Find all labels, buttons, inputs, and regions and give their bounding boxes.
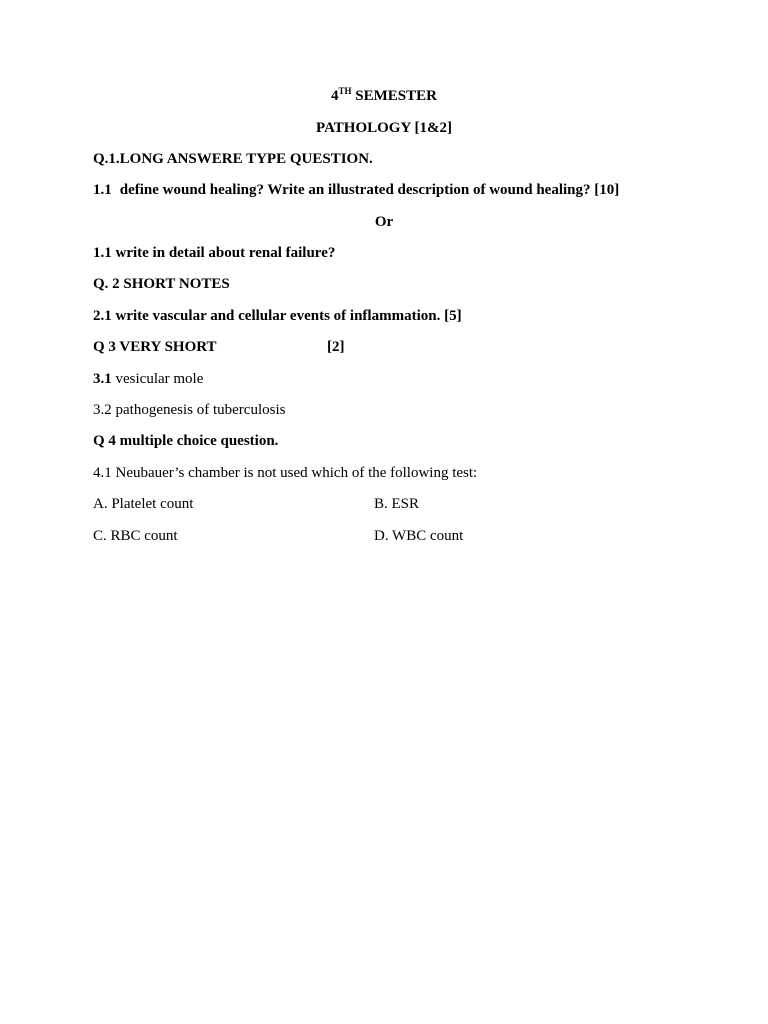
q4-item-1: 4.1 Neubauer’s chamber is not used which of the following test: bbox=[93, 465, 478, 481]
q3-item-1 bbox=[93, 370, 203, 388]
q2-heading: Q. 2 SHORT NOTES bbox=[93, 276, 230, 292]
subject-title: PATHOLOGY [1&2] bbox=[316, 120, 452, 136]
q1-item-2: 1.1 write in detail about renal failure? bbox=[93, 245, 336, 261]
q3-heading-row bbox=[93, 338, 493, 356]
semester-title bbox=[0, 87, 768, 105]
q1-heading: Q.1.LONG ANSWERE TYPE QUESTION. bbox=[93, 151, 373, 167]
semester-word: SEMESTER bbox=[355, 88, 437, 104]
or-label: Or bbox=[374, 214, 394, 230]
q3-item-2: 3.2 pathogenesis of tuberculosis bbox=[93, 402, 286, 418]
q3-heading: Q 3 VERY SHORT bbox=[93, 339, 217, 355]
option-b: B. ESR bbox=[374, 496, 420, 512]
q1-item-1 bbox=[93, 181, 619, 199]
q1-item-1-number: 1.1 bbox=[93, 182, 112, 198]
q3-item-1-number: 3.1 bbox=[93, 371, 112, 387]
q3-item-1-text: vesicular mole bbox=[115, 371, 204, 387]
q3-marks: [2] bbox=[327, 339, 345, 355]
q2-item-1: 2.1 write vascular and cellular events of inflammation. [5] bbox=[93, 308, 462, 324]
semester-number: 4 bbox=[331, 88, 339, 104]
q1-item-1-text: define wound healing? Write an illustrated description of wound healing? [10] bbox=[119, 182, 620, 198]
semester-superscript: TH bbox=[338, 86, 352, 96]
q4-heading: Q 4 multiple choice question. bbox=[93, 433, 279, 449]
option-d: D. WBC count bbox=[374, 528, 464, 544]
option-c: C. RBC count bbox=[93, 528, 178, 544]
option-a: A. Platelet count bbox=[93, 496, 194, 512]
